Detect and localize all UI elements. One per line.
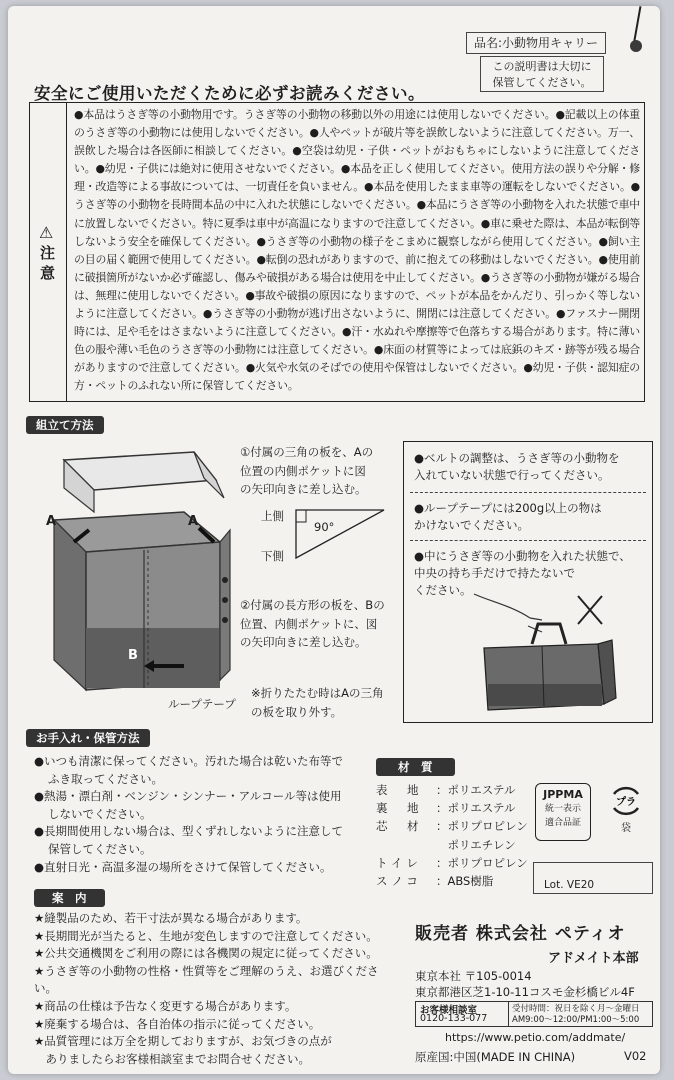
website-url: https://www.petio.com/addmate/ [445,1031,626,1044]
hang-hole [630,40,642,52]
guide-item: ★長期間光が当たると、生地が変色しますので注意してください。 [34,928,378,943]
care-list [34,753,370,876]
care-item: ●いつも清潔に保ってください。汚れた場合は乾いた布等で ふき取ってください。 [34,754,344,786]
material-row: スノコ ：ABS樹脂 [376,874,494,889]
upper-side-label: 上側 [261,509,284,523]
material-label: 材 質 [376,758,455,776]
assembly-label: 組立て方法 [26,416,104,434]
fold-note: ※折りたたむ時はAの三角 の板を取り外す。 [251,686,384,719]
material-row: 芯 材 ：ポリプロピレン [376,819,528,834]
seller-name: 販売者 株式会社 ペティオ [415,924,626,944]
address-line-1: 東京本社 〒105-0014 [415,969,532,983]
marker-b: B [128,648,138,663]
material-row: 表 地 ：ポリエステル [376,783,516,797]
step-2: ②付属の長方形の板を、Bの 位置、内側ポケットに、図 の矢印向きに差し込む。 [240,598,385,649]
lot-box: Lot. VE20 [533,862,653,894]
material-list [376,781,528,890]
warning-side [30,103,67,401]
seller-hq: アドメイト本部 [548,951,639,966]
svg-text:プラ: プラ [616,797,636,808]
guide-item: ★廃棄する場合は、各自治体の指示に従ってください。 [34,1016,321,1031]
guide-item: ありましたらお客様相談室までお問合せください。 [34,1051,310,1066]
step-1: ①付属の三角の板を、Aの 位置の内側ポケットに図 の矢印向きに差し込む。 [240,445,374,496]
no-center-handle-illustration [472,592,650,717]
warning-triangle-icon: ⚠ [39,223,54,242]
guide-list [34,910,384,1068]
plastic-recycle-icon: プラ 袋 [606,786,646,836]
care-item: ●熱湯・漂白剤・ベンジン・シンナー・アルコール等は使用 しないでください。 [34,789,342,821]
marker-a-left: A [46,514,57,529]
jppma-badge: JPPMA 統一表示 適合品証 [535,783,591,841]
angle-label: 90° [314,520,335,534]
guide-item: ★品質管理には万全を期しておりますが、お気づきの点が [34,1034,332,1049]
lower-side-label: 下側 [261,549,284,563]
instruction-card [8,6,660,1074]
guide-item: ★商品の仕様は予告なく変更する場合があります。 [34,998,297,1013]
triangle-board-diagram [294,508,386,560]
carrier-illustration [44,450,234,705]
dash-divider [410,492,646,493]
care-item: ●長期間使用しない場合は、型くずれしないように注意して 保管してください。 [34,824,344,856]
warning-label: 注意 [40,244,56,282]
guide-item: ★うさぎ等の小動物の性格・性質等をご理解のうえ、お選びください。 [34,963,379,996]
notes-box [403,441,653,723]
dash-divider [410,540,646,541]
product-name-box: 品名:小動物用キャリー [466,32,606,54]
guide-label: 案 内 [34,889,105,907]
safety-title: 安全にご使用いただくために必ずお読みください。 [34,84,425,103]
warning-box [29,102,645,402]
material-row: トイレ ：ポリプロピレン [376,855,528,870]
note-loop-tape: ●ループテープには200g以上の物は かけないでください。 [414,501,602,532]
loop-tape-label: ループテープ [168,697,236,711]
version-code: V02 [624,1049,647,1063]
material-row: 裏 地 ：ポリエステル [376,801,516,816]
care-label: お手入れ・保管方法 [26,729,150,747]
keep-manual-note: この説明書は大切に 保管してください。 [480,56,604,92]
warning-text: ●本品はうさぎ等の小動物用です。うさぎ等の小動物の移動以外の用途には使用しないでください。●記載以上の体重のうさぎ等の小動物には使用しないでください。●人やペットが破片等を誤飲しないように注意してください。万一、誤飲した場合は各医師に相談してください。●空袋は幼児・子供・ペットがおもちゃにしないように注意してください。●幼児・子供には絶対に使用させないでください。●本品を正しく使用してください。使用方法の誤りや分解・修理・改造等による事故については、一切責任を負いません。●本品を使用したまま車等の運転をしないでください。●うさぎ等の小動物を長時間本品の中に入れた状態にしないでください。●本品にうさぎ等の小動物を入れた状態で車中に放置しないでください。特に夏季は車中が高温になりますので注意してください。●車に乗せた際は、本品が転倒等しないよう安全を確保してください。●うさぎ等の小動物の様子をこまめに観察しながら使用してください。●飼い主の目の届く範囲で使用してください。●転倒の恐れがありますので、前に抱えての移動はしないでください。●使用前に破損箇所がないか必ず確認し、傷みや破損がある場合は使用を中止してください。●うさぎ等の小動物が嫌がる場合は、無理に使用しないでください。●事故や破損の原因になりますので、ペットが本品をかんだり、引っかく等しないように注意してください。●うさぎ等の小動物が逃げ出さないように、開閉には注意してください。●ファスナー開閉時には、足や毛をはさまないように注意してください。●汗・水ぬれや摩擦等で色落ちする場合があります。特に薄い色の服や薄い毛色のうさぎ等の小動物には注意してください。●床面の材質等によっては底鋲のキズ・跡等が残る場合がありますので注意してください。●火気や水気のそばでの使用や保管はしないでください。●幼児・子供・認知症の方・ペットのふれない所に保管してください。 [74,108,640,393]
customer-service-box: お客様相談室 0120-133-077 受付時間：祝日を除く月〜金曜日 AM9:00〜12:00/PM1:00〜5:00 [415,1001,653,1027]
note-center-handle: ●中にうさぎ等の小動物を入れた状態で、 中央の持ち手だけで持たないで ください。 [414,549,631,597]
marker-a-right: A [188,514,199,529]
guide-item: ★公共交通機関をご利用の際には各機関の規定に従ってください。 [34,946,378,961]
guide-item: ★縫製品のため、若干寸法が異なる場合があります。 [34,911,308,925]
country-of-origin: 原産国:中国(MADE IN CHINA) [415,1050,576,1064]
material-row: ポリエチレン [436,837,516,852]
address-line-2: 東京都港区芝1-10-11コスモ金杉橋ビル4F [415,985,635,999]
care-item: ●直射日光・高温多湿の場所をさけて保管してください。 [34,859,332,874]
note-belt: ●ベルトの調整は、うさぎ等の小動物を 入れていない状態で行ってください。 [414,451,620,482]
